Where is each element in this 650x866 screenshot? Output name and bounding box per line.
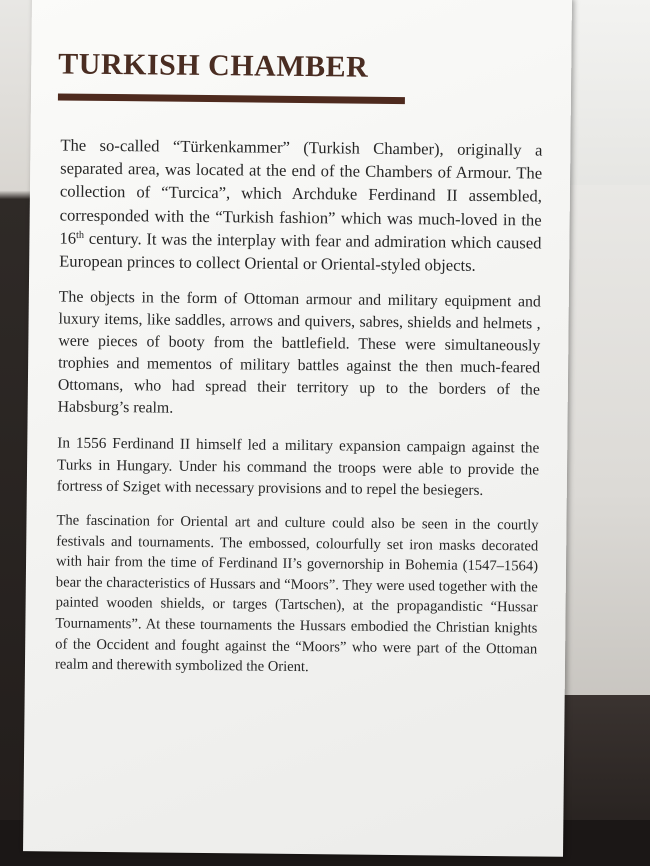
museum-info-panel xyxy=(23,0,572,857)
paragraph-4: The fascination for Oriental art and culture could also be seen in the courtly festivals and tournaments. The embossed, colourfully set iron masks decorated with hair from the time of Ferdinand II’s governorship in Bohemia (1547–1564) bear the characteristics of Hussars and “Moors”. They were used together with the painted wooden shields, or targes (Tartschen), at the propagandistic “Hussar Tournaments”. At these tournaments the Hussars embodied the Christian knights of the Occident and fought against the “Moors” who were part of the Ottoman realm and therewith symbolized the Orient. xyxy=(54,512,539,676)
background-wall-top-right xyxy=(560,0,650,185)
background-wall-right xyxy=(560,185,650,695)
paragraph-2: The objects in the form of Ottoman armour and military equipment and luxury items, like saddles, arrows and quivers, sabres, shields and helmets , were pieces of booty from the battlefield. These were simultaneously trophies and mementos of military battles against the then much-feared Ottomans, who had spread their territory up to the borders of the Habsburg’s realm. xyxy=(57,288,541,417)
paragraph-1-superscript: th xyxy=(76,229,85,241)
panel-body xyxy=(55,133,543,694)
panel-title: TURKISH CHAMBER xyxy=(58,47,369,84)
paragraph-1-text: The so-called “Türkenkammer” (Turkish Chamber), originally a separated area, was located at the end of the Chambers of Armour. The collection of “Turcica”, which Archduke Ferdinand II assembled, corresponded with the “Turkish fashion” which was much-loved in the 16 xyxy=(59,135,543,248)
paragraph-1-text-continued: century. It was the interplay with fear and admiration which caused European princes to collect Oriental or Oriental-styled objects. xyxy=(59,228,542,275)
paragraph-1 xyxy=(59,133,542,277)
title-underline-rule xyxy=(58,93,405,104)
paragraph-3: In 1556 Ferdinand II himself led a military expansion campaign against the Turks in Hungary. Under his command the troops were able to provide the fortress of Sziget with necessary provisions and to repel the besiegers. xyxy=(56,434,540,499)
